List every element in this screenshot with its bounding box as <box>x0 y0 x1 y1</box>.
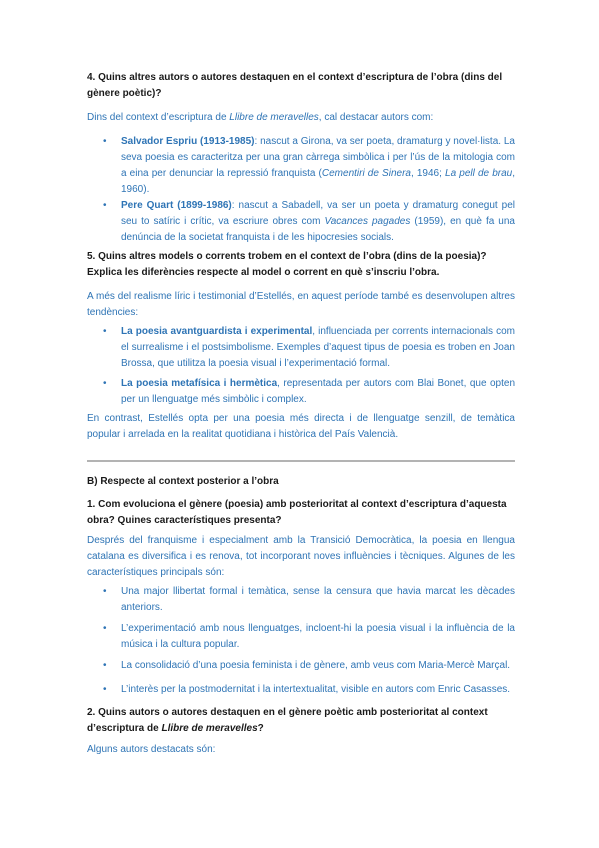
answer-b2-intro: Alguns autors destacats són: <box>87 744 216 755</box>
answer-b1-intro: Després del franquisme i especialment amb la Transició Democràtica, la poesia en llengua catalana es diversifica i es renova, tot incorporant noves influències i tècniques. Algunes de les característiques principals són: <box>87 535 515 578</box>
bullet-icon: • <box>103 684 107 695</box>
list-item: • Salvador Espriu (1913-1985): nascut a Girona, va ser poeta, dramaturg y novel·lista. La seva poesia es caracteritza per una gran càrrega simbòlica i per l’ús de la mitologia com a eina per denunciar la repressió franquista (Cementiri de Sinera, 1946; La pell de brau, 1960). <box>103 136 516 195</box>
answer-4-intro: Dins del context d’escriptura de Llibre de meravelles, cal destacar autors com: <box>87 112 434 123</box>
question-5-text: 5. Quins altres models o corrents trobem en el context de l’obra (dins de la poesia)? Explica les diferències respecte al model o corrent en què s’inscriu l’obra. <box>87 251 487 278</box>
answer-5-closing-text: En contrast, Estellés opta per una poesia més directa i de llenguatge senzill, de temàtica popular i arrelada en la realitat quotidiana i històrica del País Valencià. <box>87 413 515 440</box>
question-b2-text: 2. Quins autors o autores destaquen en el gènere poètic amb posterioritat al context d’escriptura de Llibre de meravelles? <box>87 707 488 734</box>
question-b1 <box>87 497 515 529</box>
current-name: La poesia avantguardista i experimental <box>121 326 313 337</box>
bullet-icon: • <box>103 136 107 147</box>
question-b2 <box>87 705 515 737</box>
answer-b1-list-3 <box>87 658 515 674</box>
list-item: • Pere Quart (1899-1986): nascut a Sabadell, va ser un poeta y dramaturg conegut pel seu to satíric i crític, va escriure obres com Vacances pagades (1959), en què fa una denúncia de la societat franquista i de les hipocresies socials. <box>103 200 516 243</box>
author-name: Pere Quart (1899-1986) <box>121 200 232 211</box>
section-b-heading <box>87 474 515 490</box>
list-item: • La poesia metafísica i hermètica, representada per autors com Blai Bonet, que opten per un llenguatge més simbòlic i complex. <box>103 378 516 405</box>
answer-b1-list-2 <box>87 621 515 653</box>
question-5 <box>87 249 515 281</box>
author-name: Salvador Espriu (1913-1985) <box>121 136 255 147</box>
list-item: • L’interès per la postmodernitat i la intertextualitat, visible en autors com Enric Casasses. <box>87 682 515 698</box>
answer-b1-list <box>87 584 515 616</box>
question-b1-text: 1. Com evoluciona el gènere (poesia) amb posterioritat al context d’escriptura d’aquesta obra? Quines característiques presenta? <box>87 499 507 526</box>
bullet-icon: • <box>103 200 107 211</box>
bullet-icon: • <box>103 326 107 337</box>
answer-5-intro: A més del realisme líric i testimonial d’Estellés, en aquest període també es desenvolupen altres tendències: <box>87 291 515 318</box>
question-4-text: 4. Quins altres autors o autores destaquen en el context d’escriptura de l’obra (dins del gènere poètic)? <box>87 72 503 99</box>
bullet-icon: • <box>103 586 107 597</box>
answer-4-list <box>87 134 515 198</box>
answer-4 <box>87 110 515 126</box>
answer-b1-list-4 <box>87 682 515 698</box>
current-name: La poesia metafísica i hermètica <box>121 378 278 389</box>
section-divider <box>87 460 515 462</box>
answer-5 <box>87 289 515 321</box>
bullet-icon: • <box>103 660 107 671</box>
list-item: • Una major llibertat formal i temàtica, sense la censura que havia marcat les dècades anteriors. <box>103 586 515 613</box>
list-item: • La consolidació d’una poesia feminista i de gènere, amb veus com Maria-Mercè Marçal. <box>87 658 515 674</box>
answer-5-list <box>87 324 515 372</box>
bullet-icon: • <box>103 623 107 634</box>
section-b-title: B) Respecte al context posterior a l’obra <box>87 476 279 487</box>
question-4 <box>87 70 515 102</box>
answer-4-list-2 <box>87 198 515 246</box>
answer-5-list-2 <box>87 376 515 408</box>
answer-b2 <box>87 742 515 758</box>
list-item: • L’experimentació amb nous llenguatges, incloent-hi la poesia visual i la influència de la música i la cultura popular. <box>103 623 515 650</box>
list-item: • La poesia avantguardista i experimental, influenciada per corrents internacionals com el surrealisme i el postsimbolisme. Exemples d’aquest tipus de poesia es troben en Joan Brossa, que utilitza la poesia visual i l’experimentació formal. <box>103 326 515 369</box>
bullet-icon: • <box>103 378 107 389</box>
answer-b1 <box>87 533 515 581</box>
answer-5-closing <box>87 411 515 443</box>
